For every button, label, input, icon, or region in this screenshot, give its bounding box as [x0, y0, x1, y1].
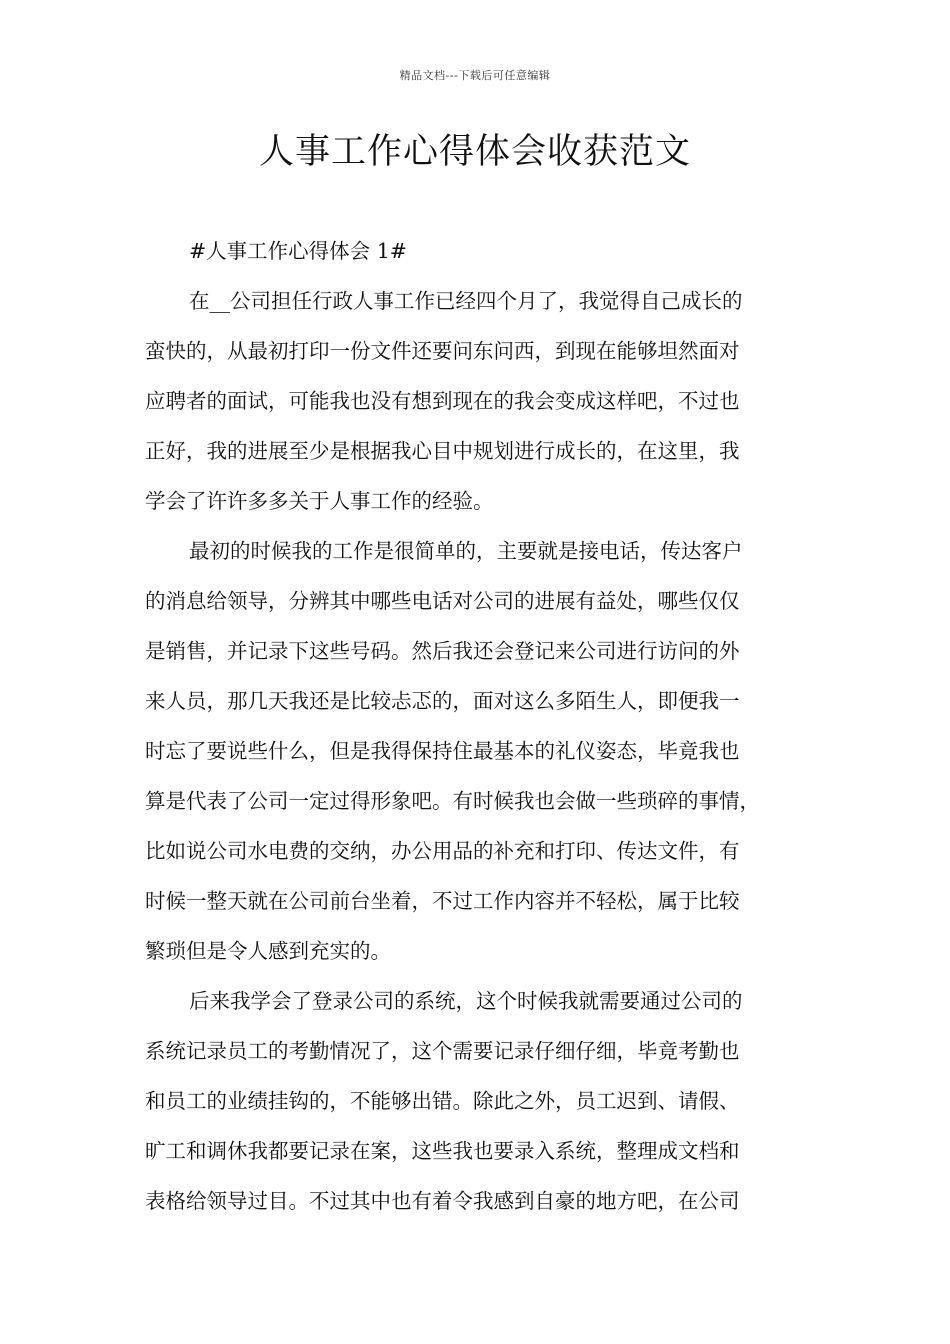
text-line: 在__公司担任行政人事工作已经四个月了，我觉得自己成长的 [189, 289, 743, 313]
document-title: 人事工作心得体会收获范文 [258, 132, 691, 172]
text-line: 和员工的业绩挂钩的，不能够出错。除此之外，员工迟到、请假、 [145, 1089, 740, 1113]
text-line: 学会了许许多多关于人事工作的经验。 [145, 489, 494, 513]
text-line: 正好，我的进展至少是根据我心目中规划进行成长的，在这里，我 [145, 439, 740, 463]
text-line: 比如说公司水电费的交纳，办公用品的补充和打印、传达文件，有 [145, 839, 740, 863]
header-note: 精品文档---下载后可任意编辑 [399, 69, 551, 82]
text-line: 来人员，那几天我还是比较忐忑的，面对这么多陌生人，即便我一 [145, 689, 740, 713]
text-line: 的消息给领导，分辨其中哪些电话对公司的进展有益处，哪些仅仅 [145, 589, 740, 613]
text-line: #人事工作心得体会 1# [189, 239, 407, 263]
text-line: 系统记录员工的考勤情况了，这个需要记录仔细仔细，毕竟考勤也 [145, 1039, 740, 1063]
text-line: 旷工和调休我都要记录在案，这些我也要录入系统，整理成文档和 [145, 1139, 740, 1163]
text-line: 算是代表了公司一定过得形象吧。有时候我也会做一些琐碎的事情， [145, 789, 760, 813]
text-line: 蛮快的，从最初打印一份文件还要问东问西，到现在能够坦然面对 [145, 339, 740, 363]
text-line: 应聘者的面试，可能我也没有想到现在的我会变成这样吧，不过也 [145, 389, 740, 413]
text-line: 最初的时候我的工作是很简单的，主要就是接电话，传达客户 [189, 539, 743, 563]
text-line: 后来我学会了登录公司的系统，这个时候我就需要通过公司的 [189, 989, 743, 1013]
document-body [145, 226, 807, 1226]
text-line: 表格给领导过目。不过其中也有着令我感到自豪的地方吧，在公司 [145, 1189, 740, 1213]
text-line: 时忘了要说些什么，但是我得保持住最基本的礼仪姿态，毕竟我也 [145, 739, 740, 763]
text-line: 时候一整天就在公司前台坐着，不过工作内容并不轻松，属于比较 [145, 889, 740, 913]
text-line: 是销售，并记录下这些号码。然后我还会登记来公司进行访问的外 [145, 639, 740, 663]
text-line: 繁琐但是令人感到充实的。 [145, 939, 391, 963]
